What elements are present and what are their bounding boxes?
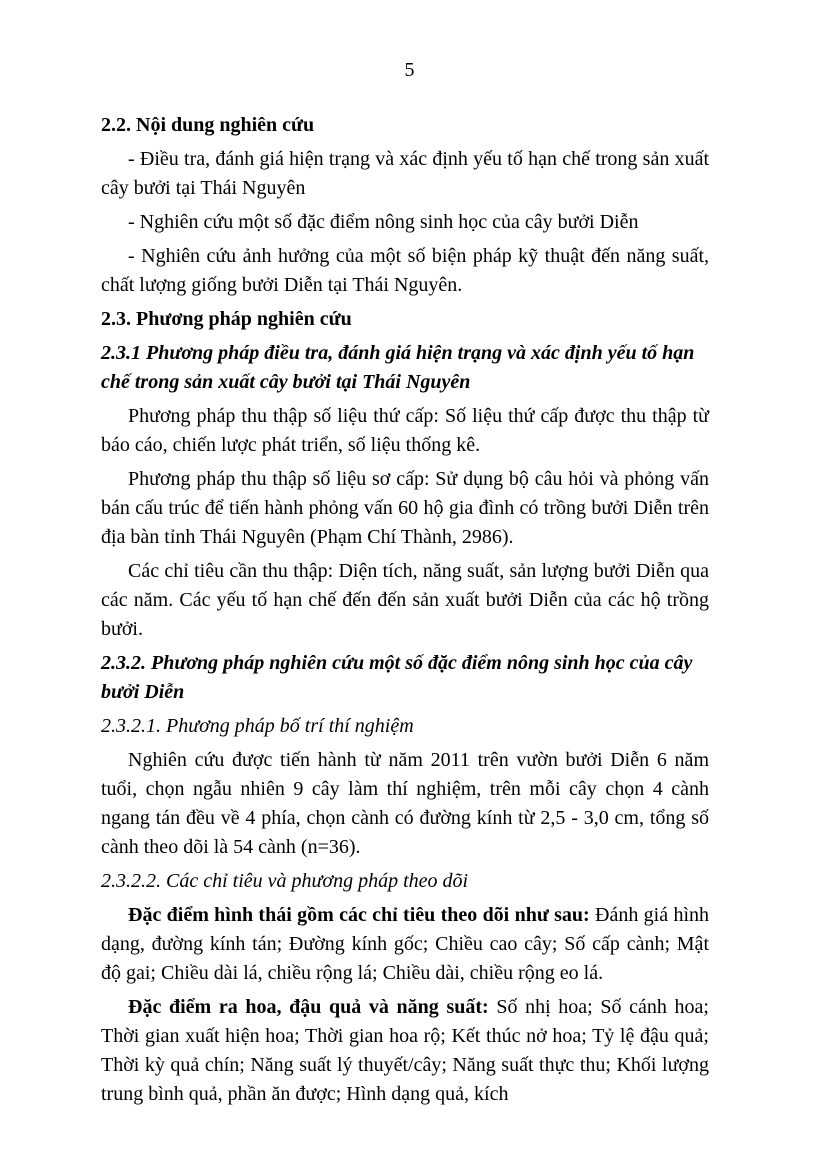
primary-data-paragraph: Phương pháp thu thập số liệu sơ cấp: Sử dụng bộ câu hỏi và phỏng vấn bán cấu trúc để tiến hành phỏng vấn 60 hộ gia đình có trồng bưởi Diễn trên địa bàn tỉnh Thái Nguyên (Phạm Chí Thành, 2986). xyxy=(101,468,709,548)
page-content xyxy=(101,108,709,1114)
section-2-3-2-heading: 2.3.2. Phương pháp nghiên cứu một số đặc điểm nông sinh học của cây bưởi Diễn xyxy=(101,652,693,703)
morphology-label: Đặc điểm hình thái gồm các chỉ tiêu theo dõi như sau: xyxy=(128,904,590,926)
flowering-paragraph xyxy=(101,993,709,1109)
content-item-3: - Nghiên cứu ảnh hưởng của một số biện pháp kỹ thuật đến năng suất, chất lượng giống bưởi Diễn tại Thái Nguyên. xyxy=(101,245,709,296)
morphology-paragraph xyxy=(101,901,709,988)
flowering-text: Số nhị hoa; Số cánh hoa; Thời gian xuất hiện hoa; Thời gian hoa rộ; Kết thúc nở hoa; Tỷ lệ đậu quả; Thời kỳ quả chín; Năng suất lý thuyết/cây; Năng suất thực thu; Khối lượng trung bình quả, phần ăn được; Hình dạng quả, kích xyxy=(101,996,709,1105)
morphology-text: Đánh giá hình dạng, đường kính tán; Đường kính gốc; Chiều cao cây; Số cấp cành; Mật độ gai; Chiều dài lá, chiều rộng lá; Chiều dài, chiều rộng eo lá. xyxy=(101,904,710,984)
indicators-paragraph: Các chỉ tiêu cần thu thập: Diện tích, năng suất, sản lượng bưởi Diễn qua các năm. Các yếu tố hạn chế đến đến sản xuất bưởi Diễn của các hộ trồng bưởi. xyxy=(101,560,709,640)
section-2-3-2-2-heading: 2.3.2.2. Các chỉ tiêu và phương pháp theo dõi xyxy=(101,870,469,892)
section-2-2-heading: 2.2. Nội dung nghiên cứu xyxy=(101,114,315,136)
experiment-design-paragraph: Nghiên cứu được tiến hành từ năm 2011 trên vườn bưởi Diễn 6 năm tuổi, chọn ngẫu nhiên 9 cây làm thí nghiệm, trên mỗi cây chọn 4 cành ngang tán đều về 4 phía, chọn cành có đường kính từ 2,5 - 3,0 cm, tổng số cành theo dõi là 54 cành (n=36). xyxy=(101,749,709,858)
page-number: 5 xyxy=(404,59,415,81)
content-item-1: - Điều tra, đánh giá hiện trạng và xác định yếu tố hạn chế trong sản xuất cây bưởi tại Thái Nguyên xyxy=(101,148,709,199)
section-2-3-2-1-heading: 2.3.2.1. Phương pháp bố trí thí nghiệm xyxy=(101,715,414,737)
secondary-data-paragraph: Phương pháp thu thập số liệu thứ cấp: Số liệu thứ cấp được thu thập từ báo cáo, chiến lược phát triển, số liệu thống kê. xyxy=(101,405,709,456)
section-2-3-1-heading: 2.3.1 Phương pháp điều tra, đánh giá hiện trạng và xác định yếu tố hạn chế trong sản xuất cây bưởi tại Thái Nguyên xyxy=(101,342,695,393)
flowering-label: Đặc điểm ra hoa, đậu quả và năng suất: xyxy=(128,996,489,1018)
section-2-3-heading: 2.3. Phương pháp nghiên cứu xyxy=(101,308,352,330)
content-item-2: - Nghiên cứu một số đặc điểm nông sinh học của cây bưởi Diễn xyxy=(128,211,639,233)
